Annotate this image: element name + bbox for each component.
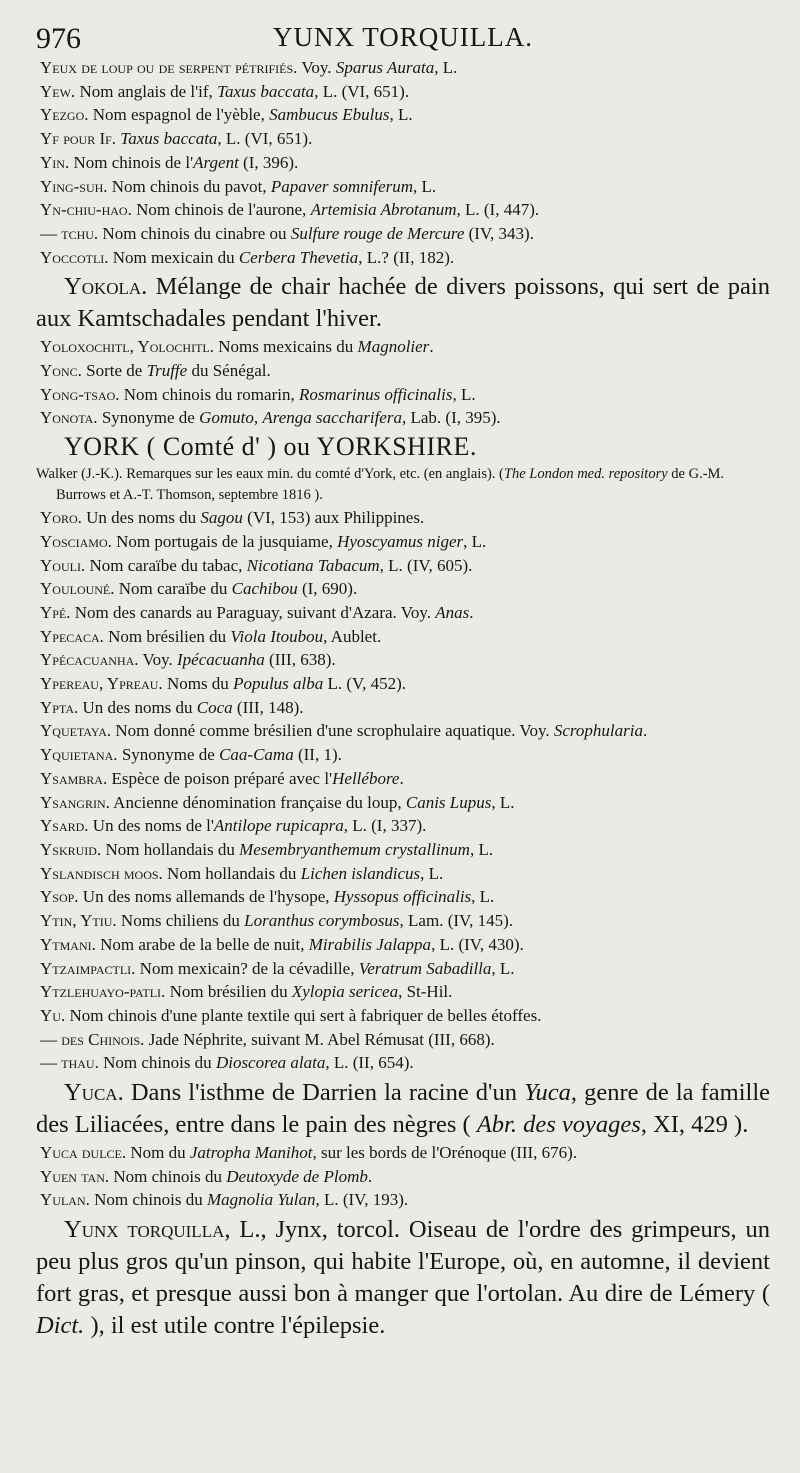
entry-species: Arenga saccharifera: [262, 408, 402, 428]
entry-text: , L. (VI, 651).: [314, 81, 410, 101]
entry-text: Nom chinois de l': [69, 152, 194, 172]
entry-headword: — des Chinois.: [40, 1029, 145, 1049]
entry-text: Ancienne dénomination française du loup,: [109, 792, 406, 812]
dictionary-entry: [36, 625, 770, 649]
entry-headword: Yskruid.: [40, 839, 102, 859]
dictionary-entry: [36, 1028, 770, 1052]
entry-text: , Aublet.: [323, 626, 382, 646]
entry-species: Sambucus Ebulus: [269, 105, 390, 125]
entry-species: Truffe: [146, 361, 188, 381]
entry-text: Nom chinois du pavot,: [107, 176, 271, 196]
entry-species: Hyssopus officinalis: [333, 887, 472, 907]
entry-text: , L.: [413, 176, 437, 196]
entry-text: , L. (I, 447).: [456, 200, 540, 220]
entry-text: Un des noms allemands de l'hysope,: [78, 887, 334, 907]
entry-text: , Lab. (I, 395).: [401, 408, 501, 428]
entry-text: (II, 1).: [293, 745, 342, 765]
entry-text: L. (V, 452).: [323, 674, 407, 694]
entry-text: Voy.: [297, 58, 336, 77]
dictionary-entry: [36, 743, 770, 767]
entry-species: Veratrum Sabadilla: [358, 958, 492, 978]
entry-headword: Ytzlehuayo-patli.: [40, 982, 166, 1002]
entry-text: , L. (I, 337).: [343, 816, 427, 836]
entry-text: Nom hollandais du: [162, 863, 301, 883]
dictionary-entry: [36, 909, 770, 933]
entry-species: Canis Lupus: [405, 792, 492, 812]
entry-text: Voy.: [138, 650, 177, 670]
entry-text: (III, 148).: [232, 697, 304, 717]
entry-species: Argent: [193, 152, 239, 172]
entry-species: Hellébore: [332, 768, 400, 788]
dictionary-entry: [36, 980, 770, 1004]
entry-text: , L.: [434, 58, 458, 77]
entry-text: (I, 690).: [297, 579, 358, 599]
entry-text: Synonyme de: [117, 745, 220, 765]
entry-text: Un des noms du: [81, 508, 201, 528]
entry-species: Hyoscyamus niger: [337, 531, 464, 551]
entry-species: Viola Itoubou: [230, 626, 324, 646]
entry-species: Rosmarinus officinalis: [298, 384, 453, 404]
entry-headword: Yonc.: [40, 361, 82, 381]
entry-species: Dioscorea alata: [215, 1053, 326, 1073]
entry-text: , L.: [469, 839, 494, 859]
dictionary-entry: [36, 175, 770, 199]
entry-text: (IV, 343).: [464, 223, 534, 243]
entry-headword: Ying-suh.: [40, 176, 108, 196]
entry-text: Nom donné comme brésilien d'une scrophulaire aquatique. Voy.: [111, 721, 554, 741]
dictionary-entry: [36, 222, 770, 246]
entry-yunx-torquilla: Yunx torquilla, L., Jynx, torcol. Oiseau de l'ordre des grimpeurs, un peu plus gros qu'un pinson, qui habite l'Europe, où, en automne, il devient fort gras, et presque aussi bon à manger que l'ortolan. Au dire de Lémery ( Dict. ), il est utile contre l'épilepsie.: [36, 1216, 770, 1340]
entry-text: Un des noms de l': [88, 816, 214, 836]
entry-species: Mesembryanthemum crystallinum: [239, 839, 470, 859]
dictionary-entry: [36, 406, 770, 430]
entry-headword: Ysard.: [40, 816, 89, 836]
dictionary-entry: [36, 335, 770, 359]
entry-headword: Ytzaimpactli.: [40, 958, 136, 978]
entry-headword: — tchu.: [40, 223, 99, 243]
entry-text: , L.? (II, 182).: [358, 247, 455, 267]
dictionary-entry: [36, 80, 770, 104]
entry-species: Jatropha Manihot: [189, 1143, 313, 1163]
entry-species: Deutoxyde de Plomb: [226, 1166, 368, 1186]
entry-group-2: [36, 335, 770, 430]
dictionary-entry: [36, 246, 770, 270]
entry-text: , L. (IV, 193).: [315, 1190, 409, 1210]
entry-headword: Ypecaca.: [40, 626, 104, 646]
entry-headword: Ypereau, Ypreau.: [40, 674, 163, 694]
entry-species: Sagou: [200, 508, 243, 528]
entry-headword: Youli.: [40, 555, 86, 575]
entry-yokola: Yokola. Mélange de chair hachée de divers poissons, qui sert de pain aux Kamtschadales pendant l'hiver.: [36, 273, 770, 333]
entry-headword: Ypé.: [40, 602, 71, 622]
entry-headword: Yeux de loup ou de serpent pétrifiés.: [40, 58, 298, 77]
entry-species: Sparus Aurata: [335, 58, 435, 77]
entry-text: Nom chinois du romarin,: [119, 384, 299, 404]
entry-text: , L.: [452, 384, 476, 404]
entry-species: Caa-Cama: [219, 745, 294, 765]
entry-text: , L. (II, 654).: [325, 1053, 414, 1073]
york-reference: Walker (J.-K.). Remarques sur les eaux min. du comté d'York, etc. (en anglais). (The London med. repository de G.-M. Burrows et A.-T. Thomson, septembre 1816 ).: [36, 466, 725, 504]
entry-species: Magnolier: [357, 337, 430, 357]
entry-species: Populus alba: [233, 674, 324, 694]
dictionary-entry: [36, 151, 770, 175]
entry-text: .: [399, 768, 404, 788]
entry-species: Sulfure rouge de Mercure: [290, 223, 465, 243]
entry-text: Nom chinois du: [109, 1166, 227, 1186]
entry-text: (III, 638).: [264, 650, 336, 670]
entry-headword: Yquetaya.: [40, 721, 112, 741]
entry-headword: Yong-tsao.: [40, 384, 120, 404]
entry-headword: Yulan.: [40, 1190, 90, 1210]
entry-text: , L.: [491, 792, 515, 812]
entry-species: Cerbera Thevetia: [238, 247, 359, 267]
dictionary-entry: [36, 198, 770, 222]
entry-text: (I, 396).: [238, 152, 299, 172]
dictionary-entry: [36, 577, 770, 601]
entry-text: Nom mexicain? de la cévadille,: [135, 958, 359, 978]
dictionary-entry: [36, 1188, 770, 1212]
entry-text: .: [469, 602, 474, 622]
dictionary-entry: [36, 648, 770, 672]
entry-species: Lichen islandicus: [300, 863, 421, 883]
entry-group-1: [36, 56, 770, 269]
dictionary-entry: [36, 933, 770, 957]
entry-headword: Yoccotli.: [40, 247, 109, 267]
entry-yuca: Yuca. Dans l'isthme de Darrien la racine d'un Yuca, genre de la famille des Liliacées, entre dans le pain des nègres ( Abr. des voyages, XI, 429 ).: [36, 1079, 770, 1139]
entry-text: Nom des canards au Paraguay, suivant d'Azara. Voy.: [70, 602, 436, 622]
dictionary-entry: [36, 719, 770, 743]
entry-text: , L. (IV, 605).: [379, 555, 473, 575]
entry-headword: Yuen tan.: [40, 1166, 110, 1186]
dictionary-entry: [36, 554, 770, 578]
entry-text: Nom caraïbe du: [114, 579, 232, 599]
entry-headword: Yosciamo.: [40, 531, 112, 551]
dictionary-entry: [36, 696, 770, 720]
entry-species: Gomuto: [199, 408, 254, 428]
dictionary-entry: [36, 127, 770, 151]
entry-text: Nom espagnol de l'yèble,: [88, 105, 270, 125]
entry-text: , L.: [463, 531, 487, 551]
entry-text: Synonyme de: [97, 408, 200, 428]
entry-group-3: [36, 506, 770, 1075]
entry-text: Nom brésilien du: [165, 982, 292, 1002]
entry-text: Nom hollandais du: [101, 839, 240, 859]
entry-headword: Ytin, Ytiu.: [40, 911, 117, 931]
entry-headword: Ytmani.: [40, 934, 96, 954]
entry-headword: Yslandisch moos.: [40, 863, 163, 883]
entry-text: , sur les bords de l'Orénoque (III, 676).: [312, 1143, 578, 1163]
entry-text: , L.: [491, 958, 515, 978]
dictionary-entry: [36, 767, 770, 791]
entry-headword: Ypta.: [40, 697, 79, 717]
dictionary-entry: [36, 601, 770, 625]
entry-text: .: [642, 721, 648, 741]
entry-headword: Yn-chiu-hao.: [40, 200, 132, 220]
entry-species: Mirabilis Jalappa: [308, 934, 432, 954]
entry-headword: Yquietana.: [40, 745, 118, 765]
dictionary-entry: [36, 1165, 770, 1189]
entry-text: , St-Hil.: [398, 982, 453, 1002]
entry-headword: Ysop.: [40, 887, 79, 907]
entry-text: , L.: [389, 105, 413, 125]
entry-text: Jade Néphrite, suivant M. Abel Rémusat (III, 668).: [144, 1029, 495, 1049]
entry-headword: Yezgo.: [40, 105, 89, 125]
entry-headword: Yew.: [40, 81, 76, 101]
dictionary-entry: [36, 103, 770, 127]
dictionary-entry: [36, 838, 770, 862]
entry-species: Nicotiana Tabacum: [246, 555, 380, 575]
entry-headword: Yoro.: [40, 508, 82, 528]
entry-text: .: [367, 1166, 373, 1186]
entry-species: Cachibou: [231, 579, 298, 599]
entry-text: Nom chinois d'une plante textile qui sert à fabriquer de belles étoffes.: [65, 1005, 542, 1025]
dictionary-entry: [36, 957, 770, 981]
entry-headword: Ysambra.: [40, 768, 108, 788]
entry-text: ,: [253, 408, 263, 428]
dictionary-entry: [36, 885, 770, 909]
dictionary-entry: [36, 862, 770, 886]
entry-species: Anas: [435, 602, 470, 622]
entry-text: , L.: [471, 887, 495, 907]
entry-headword: — thau.: [40, 1053, 99, 1073]
entry-text: Sorte de: [81, 361, 147, 381]
entry-text: , L.: [420, 863, 444, 883]
entry-text: Nom chinois du: [98, 1053, 216, 1073]
entry-text: Noms chiliens du: [116, 911, 245, 931]
dictionary-entry: [36, 1141, 770, 1165]
dictionary-entry: [36, 359, 770, 383]
entry-species: Taxus baccata: [217, 81, 315, 101]
entry-headword: Yonota.: [40, 408, 98, 428]
entry-text: Nom arabe de la belle de nuit,: [95, 934, 309, 954]
dictionary-entry: [36, 791, 770, 815]
entry-species: Antilope rupicapra: [213, 816, 344, 836]
entry-text: Nom brésilien du: [103, 626, 231, 646]
dictionary-entry: [36, 383, 770, 407]
entry-species: Scrophularia: [553, 721, 643, 741]
section-title-york: YORK ( Comté d' ) ou YORKSHIRE.: [64, 432, 477, 462]
entry-text: Un des noms du: [78, 697, 197, 717]
entry-text: Noms mexicains du: [213, 337, 358, 357]
entry-species: Magnolia Yulan: [206, 1190, 316, 1210]
running-title: YUNX TORQUILLA.: [273, 22, 533, 52]
entry-species: Xylopia sericea: [291, 982, 399, 1002]
entry-text: du Sénégal.: [187, 361, 271, 381]
page-number: 976: [36, 22, 81, 55]
entry-text: Nom portugais de la jusquiame,: [111, 531, 338, 551]
page-header: [36, 22, 770, 56]
entry-text: , L. (IV, 430).: [431, 934, 524, 954]
entry-species: Taxus baccata: [120, 129, 218, 149]
entry-headword: Yf pour If.: [40, 129, 117, 149]
entry-text: .: [429, 337, 434, 357]
dictionary-entry: [36, 506, 770, 530]
entry-headword: Yin.: [40, 152, 70, 172]
entry-text: Nom chinois de l'aurone,: [131, 200, 311, 220]
entry-text: (VI, 153) aux Philippines.: [242, 508, 425, 528]
dictionary-entry: [36, 1004, 770, 1028]
entry-headword: Yoloxochitl, Yolochitl.: [40, 337, 214, 357]
entry-headword: Yu.: [40, 1005, 66, 1025]
entry-species: Coca: [196, 697, 233, 717]
entry-text: Nom anglais de l'if,: [75, 81, 218, 101]
entry-group-4: [36, 1141, 770, 1212]
entry-text: , Lam. (IV, 145).: [399, 911, 514, 931]
entry-headword: Youlouné.: [40, 579, 115, 599]
entry-headword: Ypécacuanha.: [40, 650, 139, 670]
entry-text: Nom caraïbe du tabac,: [85, 555, 247, 575]
entry-text: , L. (VI, 651).: [217, 129, 313, 149]
entry-headword: Ysangrin.: [40, 792, 110, 812]
entry-text: Noms du: [162, 674, 234, 694]
entry-headword: Yuca dulce.: [40, 1143, 127, 1163]
entry-species: Loranthus corymbosus: [244, 911, 400, 931]
entry-species: Ipécacuanha: [176, 650, 265, 670]
entry-text: Nom chinois du: [89, 1190, 207, 1210]
entry-text: Nom chinois du cinabre ou: [98, 223, 291, 243]
entry-text: Nom du: [126, 1143, 190, 1163]
dictionary-entry: [36, 672, 770, 696]
entry-species: Papaver somniferum: [270, 176, 414, 196]
dictionary-entry: [36, 1051, 770, 1075]
entry-species: Artemisia Abrotanum: [310, 200, 457, 220]
dictionary-entry: [36, 56, 770, 80]
entry-text: Nom mexicain du: [108, 247, 239, 267]
entry-text: Espèce de poison préparé avec l': [107, 768, 333, 788]
dictionary-entry: [36, 814, 770, 838]
dictionary-entry: [36, 530, 770, 554]
